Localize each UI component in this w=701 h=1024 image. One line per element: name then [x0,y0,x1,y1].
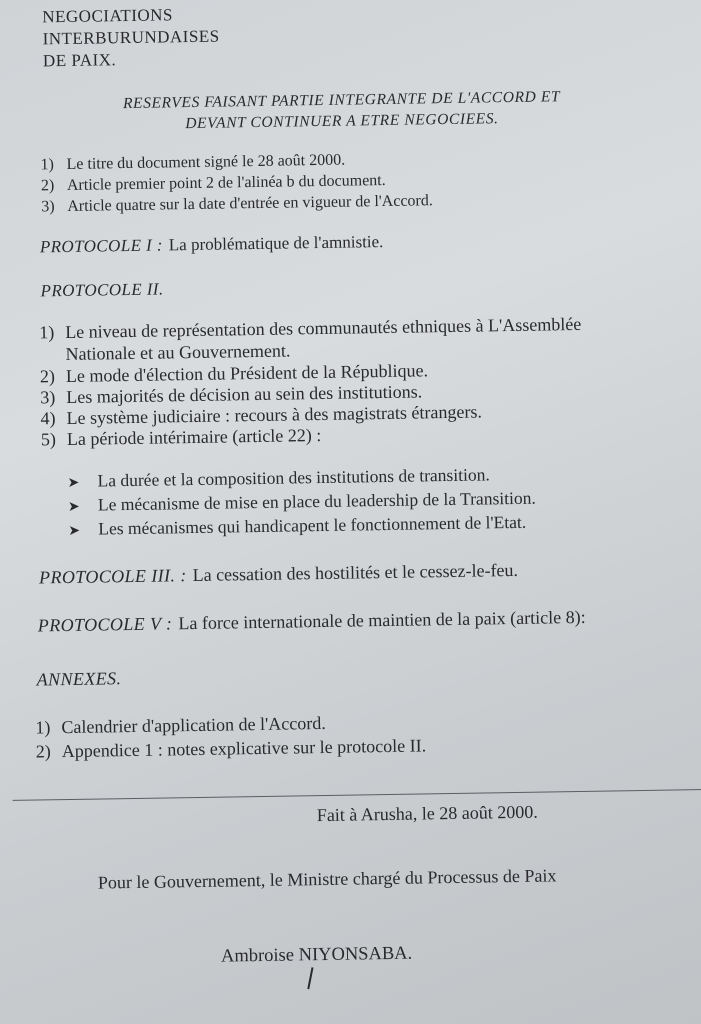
protocole-2 [40,279,169,301]
item-text: Les majorités de décision au sein des institutions. [66,381,423,408]
item-number: 1) [40,156,55,174]
bullet-text: Le mécanisme de mise en place du leadership de la Transition. [97,487,536,515]
item-number: 2) [40,177,55,195]
protocole-2-item-continuation: Nationale et au Gouvernement. [65,340,291,365]
item-number: 2) [35,741,51,762]
place-and-date: Fait à Arusha, le 28 août 2000. [316,801,538,826]
header-line-1: NEGOCIATIONS [42,5,174,27]
protocole-3-text: La cessation des hostilités et le cessez-le-feu. [192,559,519,586]
annex-item [35,713,326,738]
protocole-2-label: PROTOCOLE II. [40,279,164,301]
item-number: 5) [40,429,57,450]
annexes-label: ANNEXES. [36,668,122,690]
item-text: Le titre du document signé le 28 août 2000. [66,151,346,173]
header-line-2: INTERBURUNDAISES [42,26,220,49]
item-text: Le mode d'élection du Président de la République. [65,360,429,387]
item-text: Article quatre sur la date d'entrée en vigueur de l'Accord. [67,192,433,215]
signatory-name: Ambroise NIYONSABA. [220,943,413,967]
item-text: Le système judiciaire : recours à des magistrats étrangers. [66,401,483,429]
item-number: 3) [41,198,55,216]
item-number: 3) [40,387,56,408]
separator-line [13,789,701,801]
protocole-5-label: PROTOCOLE V : [37,613,173,636]
item-number: 1) [35,717,51,738]
protocole-1-label: PROTOCOLE I : [39,235,163,257]
annexes [37,668,128,690]
arrow-bullet-icon: ➤ [67,475,80,491]
transition-bullet [68,512,526,540]
item-number: 2) [39,366,56,387]
protocole-1 [40,232,384,257]
document-title-line-2: DEVANT CONTINUER A ETRE NEGOCIEES. [185,110,499,133]
protocole-5 [38,607,586,637]
protocole-1-text: La problématique de l'amnistie. [168,232,384,255]
protocole-2-item [39,314,581,343]
item-text: Le niveau de représentation des communautés ethniques à L'Assemblée [65,313,582,343]
item-text: La période intérimaire (article 22) : [66,425,322,450]
signatory-role: Pour le Gouvernement, le Ministre chargé du Processus de Paix [97,865,557,893]
bullet-text: Les mécanismes qui handicapent le fonctionnement de l'Etat. [98,511,527,539]
arrow-bullet-icon: ➤ [67,499,80,515]
protocole-3 [39,560,518,589]
signature-stroke [307,967,313,989]
item-text: Calendrier d'application de l'Accord. [61,712,326,738]
protocole-5-text: La force internationale de maintien de la paix (article 8): [178,606,586,634]
bullet-text: La durée et la composition des institutions de transition. [97,464,490,491]
protocole-2-item [41,425,322,449]
arrow-bullet-icon: ➤ [68,523,81,539]
annex-item [36,735,427,761]
protocole-3-label: PROTOCOLE III. : [38,565,187,588]
transition-bullet [67,464,490,492]
item-text: Appendice 1 : notes explicative sur le protocole II. [61,735,427,762]
item-text: Article premier point 2 de l'alinéa b du document. [66,171,386,194]
document-title-line-1: RESERVES FAISANT PARTIE INTEGRANTE DE L'ACCORD ET [122,88,561,113]
item-number: 1) [39,322,55,343]
header-line-3: DE PAIX. [42,50,117,71]
item-number: 4) [40,408,56,429]
